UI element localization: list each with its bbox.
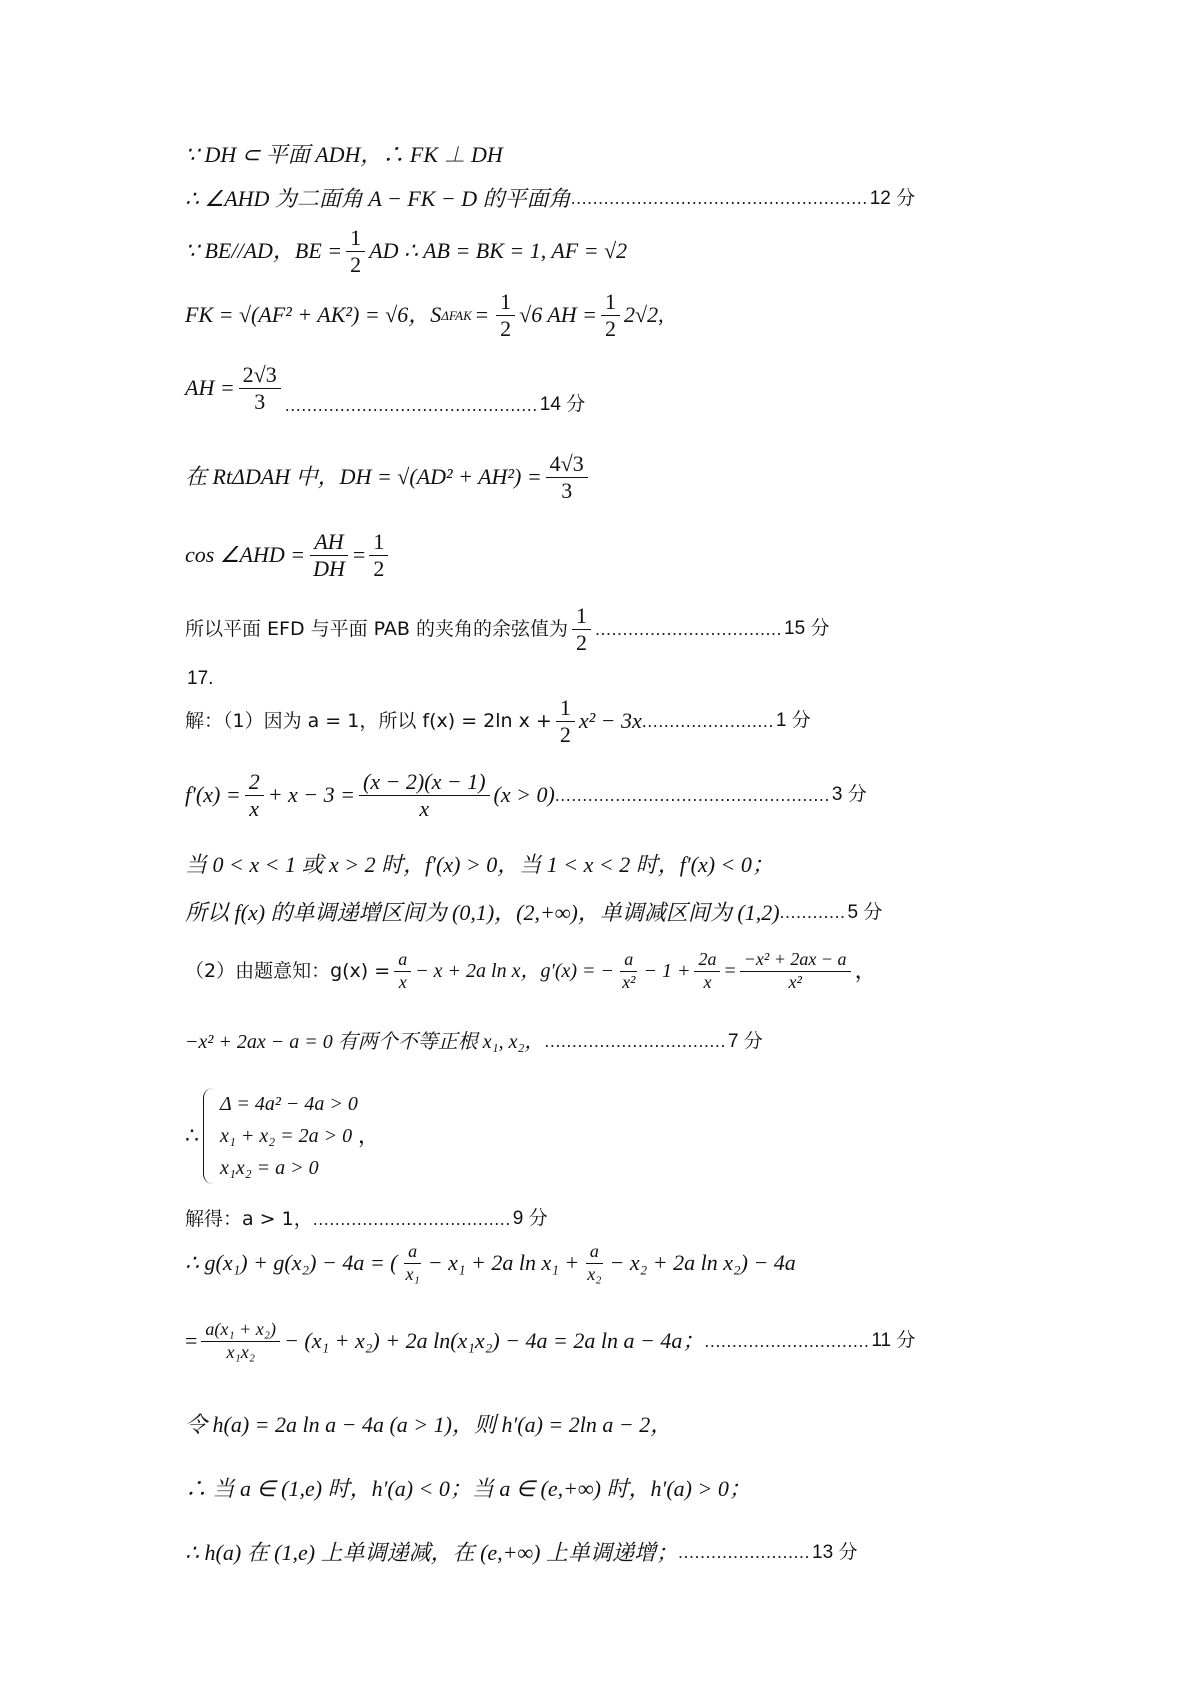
line-8 (185, 604, 1140, 655)
equation-system (199, 1088, 358, 1184)
fraction: $\frac{\text{−x² + 2ax − a}}{\text{x²}}$ (740, 950, 851, 993)
text: ， (854, 958, 877, 984)
text: （2）由题意知：g(x) = (185, 959, 391, 982)
text: −x² + 2ax − a = 0 有两个不等正根 x₁, x₂， (185, 1031, 545, 1053)
line-1 (185, 142, 1140, 168)
score-label: 7 分 (727, 1030, 763, 1052)
text: AD ∴ AB = BK = 1, AF = √2 (369, 238, 628, 264)
score-label: 5 分 (847, 901, 883, 923)
fraction: $\frac{1}{2}$ (601, 290, 620, 341)
line-17 (185, 1208, 1140, 1231)
leader-dots: .................................. (595, 618, 783, 639)
text: − x₁ + 2a ln x₁ + (427, 1250, 580, 1276)
text: AH = (185, 375, 235, 401)
text: + x − 3 = (267, 782, 355, 808)
text: − x₂ + 2a ln x₂) − 4a (609, 1250, 796, 1276)
line-21 (185, 1476, 1140, 1502)
score-label: 13 分 (812, 1541, 858, 1563)
text: x² − 3x (578, 708, 642, 734)
text: 所以 f(x) 的单调递增区间为 (0,1)，(2,+∞)，单调减区间为 (1,2) (185, 900, 780, 925)
text: 解：（1）因为 a = 1，所以 f(x) = 2ln x + (185, 710, 552, 733)
line-2 (185, 186, 1140, 212)
score-label: 3 分 (831, 784, 867, 806)
line-6 (185, 452, 1140, 503)
text: = (352, 542, 366, 568)
leader-dots: .................................... (312, 1208, 511, 1229)
fraction: $\frac{1}{2}$ (496, 290, 515, 341)
text: 17. (187, 668, 214, 689)
leader-dots: ........................ (641, 710, 774, 731)
leader-dots: .............................................. (284, 394, 538, 415)
score-label: 11 分 (871, 1329, 916, 1351)
line-16-system (185, 1088, 1140, 1184)
line-22 (185, 1540, 1140, 1566)
text: ∴ h(a) 在 (1,e) 上单调递减，在 (e,+∞) 上单调递增； (185, 1540, 679, 1565)
text: FK = √(AF² + AK²) = √6，S (185, 302, 442, 328)
text: ， (357, 1122, 380, 1148)
line-11 (185, 770, 1140, 821)
leader-dots: ...................................................... (570, 188, 868, 209)
system-row: x₁x₂ = a > 0 (220, 1157, 319, 1179)
fraction: $\frac{1}{2}$ (572, 604, 591, 655)
system-row: x₁ + x₂ = 2a > 0 (220, 1125, 353, 1147)
fraction: $\frac{1}{2}$ (556, 696, 575, 747)
leader-dots: ........................ (678, 1542, 811, 1563)
line-5 (185, 360, 1140, 417)
text: ∴ g(x₁) + g(x₂) − 4a = ( (185, 1250, 398, 1276)
fraction: $\frac{2a}{x}$ (694, 950, 720, 993)
fraction: $\frac{2}{x}$ (245, 770, 264, 821)
fraction: $\frac{1}{2}$ (369, 530, 388, 581)
line-19 (185, 1320, 1140, 1363)
score-label: 1 分 (775, 710, 811, 732)
text: f′(x) = (185, 782, 241, 808)
text: 在 RtΔDAH 中，DH = √(AD² + AH²) = (185, 464, 542, 490)
score-label: 14 分 (539, 394, 586, 415)
fraction: $\frac{AH}{DH}$ (309, 530, 349, 581)
text: (x > 0) (493, 782, 555, 808)
fraction: $\frac{(x - 2)(x - 1)}{x}$ (359, 770, 490, 821)
fraction: $\frac{a}{\text{x₁}}$ (405, 1241, 420, 1284)
line-4: FK = √(AF² + AK²) = √6，S ΔFAK = $\frac{1}{2}$ √6 AH = $\frac{1}{2}$ 2√2, (185, 289, 664, 342)
leader-dots: ................................. (544, 1031, 726, 1052)
line-10 (185, 696, 1140, 747)
line-13 (185, 900, 1140, 926)
text: 令 h(a) = 2a ln a − 4a (a > 1)，则 h′(a) = 2ln a − 2， (185, 1412, 673, 1437)
line-12 (185, 852, 1140, 878)
text: 所以平面 EFD 与平面 PAB 的夹角的余弦值为 (185, 618, 568, 641)
fraction: $\frac{a}{\text{x₂}}$ (587, 1241, 602, 1284)
text: 当 0 < x < 1 或 x > 2 时，f′(x) > 0，当 1 < x < 2 时，f′(x) < 0； (185, 852, 774, 877)
leader-dots: .................................................. (554, 784, 830, 805)
text: cos ∠AHD = (185, 542, 306, 568)
text: = (185, 1328, 198, 1354)
line-15 (185, 1030, 1140, 1054)
score-label: 9 分 (512, 1208, 548, 1229)
left-brace (203, 1088, 214, 1184)
text: ∴ 当 a ∈ (1,e) 时，h′(a) < 0；当 a ∈ (e,+∞) 时，h′(a) > 0； (185, 1476, 751, 1501)
score-label: 15 分 (784, 618, 830, 640)
leader-dots: .............................. (704, 1330, 870, 1351)
leader-dots: ............ (779, 902, 846, 923)
text: − 1 + (643, 960, 691, 983)
fraction: $\frac{a}{x}$ (394, 950, 411, 993)
subscript: ΔFAK (441, 307, 472, 323)
text: − (x₁ + x₂) + 2a ln(x₁x₂) − 4a = 2a ln a − 4a； (284, 1328, 705, 1354)
score-label: 12 分 (869, 187, 916, 209)
therefore-symbol: ∴ (185, 1122, 199, 1148)
text: √6 AH = (519, 302, 598, 328)
text: ∵ BE//AD，BE = (185, 238, 343, 264)
text: 解得：a > 1， (185, 1208, 313, 1230)
line-20 (185, 1412, 1140, 1438)
text: = (724, 960, 736, 983)
system-row: Δ = 4a² − 4a > 0 (220, 1093, 358, 1115)
line-7 (185, 530, 1140, 581)
problem-number (185, 668, 1140, 691)
text: 2√2, (624, 302, 664, 328)
text: − x + 2a ln x，g′(x) = − (415, 960, 615, 983)
text: ∵ DH ⊂ 平面 ADH，∴ FK ⊥ DH (185, 142, 503, 167)
fraction: $\frac{2√3}{3}$ (239, 363, 281, 414)
text: ∴ ∠AHD 为二面角 A − FK − D 的平面角 (185, 186, 571, 211)
line-18 (185, 1242, 1140, 1285)
fraction: $\frac{4√3}{3}$ (546, 452, 588, 503)
line-3 (185, 226, 1140, 277)
fraction: $\frac{a}{\text{x²}}$ (622, 949, 636, 992)
fraction: $\frac{1}{2}$ (346, 226, 365, 277)
line-14 (185, 950, 1140, 993)
fraction: $\frac{\text{a(x₁ + x₂)}}{\text{x₁x₂}}$ (201, 1320, 280, 1363)
